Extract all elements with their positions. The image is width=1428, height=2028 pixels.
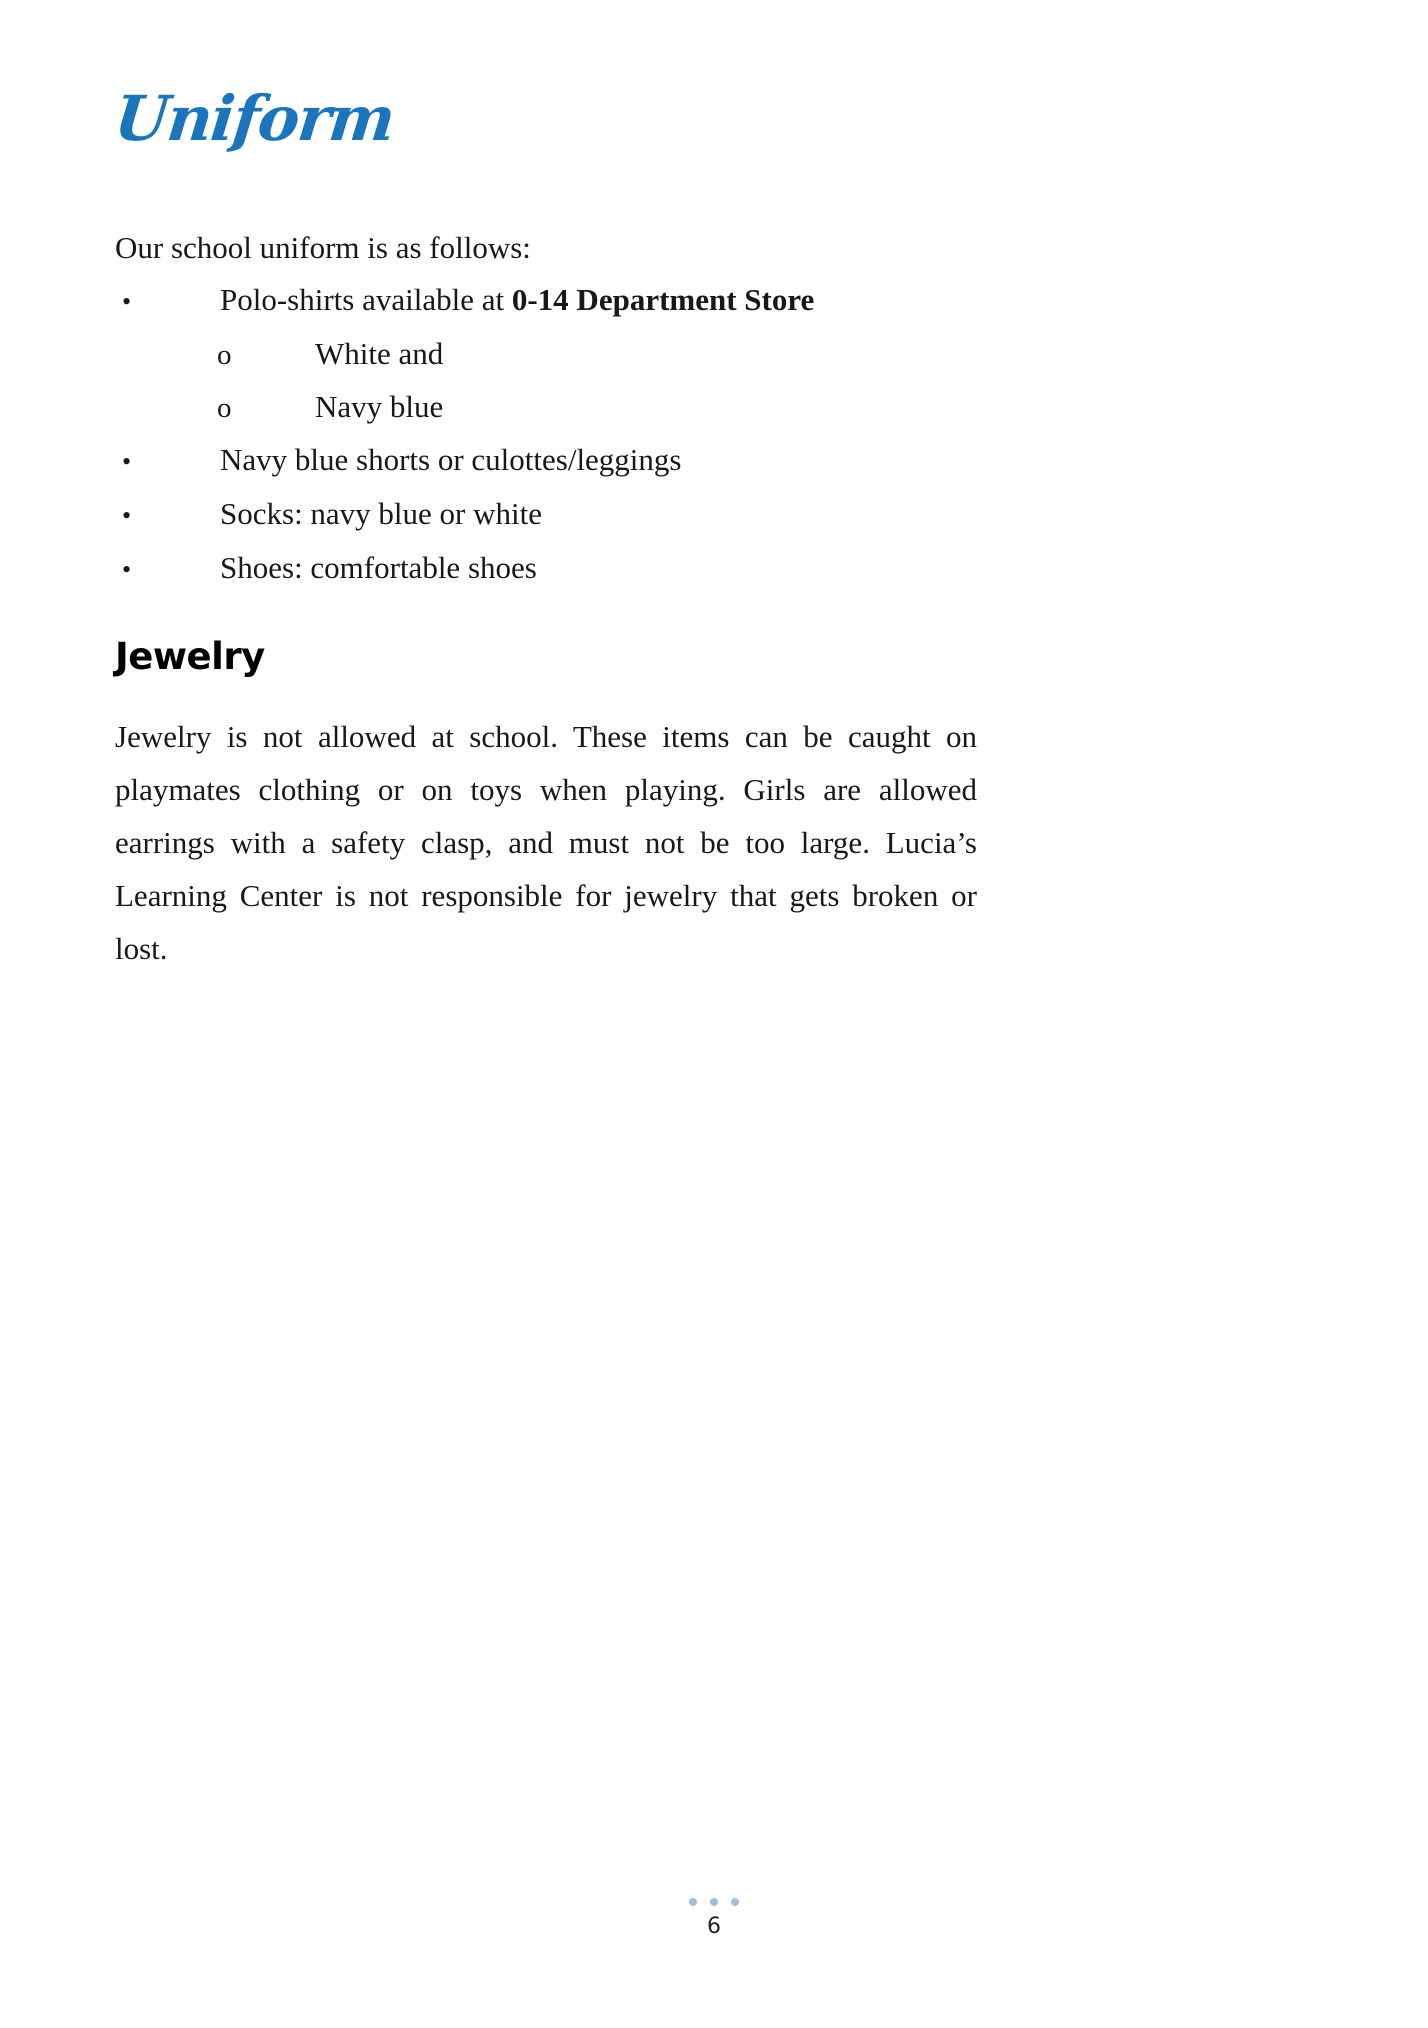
- list-item-text-bold: 0-14 Department Store: [511, 282, 815, 317]
- list-item-text-plain: Polo-shirts available at: [220, 282, 512, 317]
- dot-icon: [710, 1898, 718, 1906]
- page-title: Uniform: [111, 82, 398, 155]
- page-footer: [0, 1895, 1428, 1940]
- bullet-marker: o: [217, 339, 232, 371]
- uniform-lead-line: Our school uniform is as follows:: [115, 230, 531, 265]
- jewelry-paragraph: Jewelry is not allowed at school. These items can be caught on playmates clothing or on toys when playing. Girls are allowed earrings with a safety clasp, and must not be too large. Lucia’s Learning Center is not responsible for jewelry that gets broken or lost.: [115, 719, 977, 966]
- section-heading-jewelry: Jewelry: [115, 635, 265, 678]
- title-block: [111, 82, 977, 166]
- list-item: [115, 381, 977, 434]
- bullet-marker: o: [217, 392, 232, 424]
- list-item-text: Shoes: comfortable shoes: [220, 550, 537, 585]
- uniform-bullet-list: [115, 274, 977, 596]
- list-item: [115, 488, 977, 542]
- bullet-marker: •: [122, 555, 132, 584]
- bullet-marker: •: [122, 501, 132, 530]
- footer-dots-ornament: [0, 1895, 1428, 1909]
- list-item-text: Navy blue shorts or culottes/leggings: [220, 442, 682, 477]
- list-item-text: White and: [315, 336, 444, 371]
- list-item-text: Socks: navy blue or white: [220, 496, 543, 531]
- page-number: 6: [707, 1914, 721, 1939]
- list-item: [115, 274, 977, 328]
- uniform-section: [115, 222, 977, 596]
- list-item: [115, 328, 977, 381]
- list-item-text: Navy blue: [315, 389, 444, 424]
- dot-icon: [731, 1898, 739, 1906]
- bullet-marker: •: [122, 447, 132, 476]
- dot-icon: [689, 1898, 697, 1906]
- list-item: [115, 434, 977, 488]
- list-item-text: [220, 274, 977, 326]
- list-item: [115, 542, 977, 596]
- bullet-marker: •: [122, 287, 132, 316]
